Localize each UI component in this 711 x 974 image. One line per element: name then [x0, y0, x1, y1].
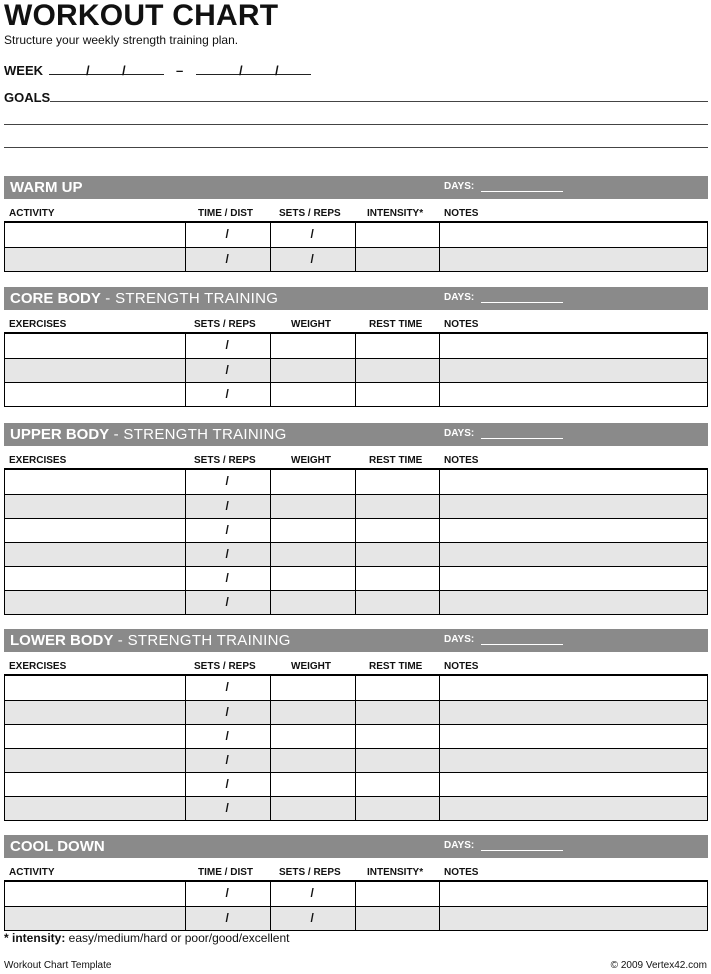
core-days-label: DAYS:	[444, 292, 475, 303]
table-cell[interactable]	[185, 773, 270, 796]
core-column-header: SETS / REPS	[194, 319, 256, 330]
upper-column-header: EXERCISES	[9, 455, 67, 466]
table-cell[interactable]	[5, 567, 185, 590]
table-cell[interactable]	[270, 359, 355, 382]
table-cell[interactable]	[355, 543, 439, 566]
table-cell[interactable]	[270, 701, 355, 724]
table-row	[5, 700, 707, 724]
table-cell[interactable]	[439, 591, 709, 614]
table-row	[5, 494, 707, 518]
cell-slash: /	[225, 252, 229, 266]
warmup-column-header: INTENSITY*	[367, 208, 424, 219]
goals-label: GOALS	[4, 90, 51, 105]
table-cell[interactable]	[270, 334, 355, 358]
table-cell[interactable]	[185, 882, 270, 906]
table-cell[interactable]	[270, 543, 355, 566]
upper-days-label: DAYS:	[444, 428, 475, 439]
intensity-footnote	[4, 931, 289, 945]
upper-title-bar	[4, 423, 708, 446]
table-cell[interactable]	[270, 567, 355, 590]
table-cell[interactable]	[270, 676, 355, 700]
table-row	[5, 247, 707, 271]
table-row	[5, 748, 707, 772]
lower-title-bar	[4, 629, 708, 652]
table-cell[interactable]	[355, 749, 439, 772]
table-cell[interactable]	[270, 223, 355, 247]
cell-slash: /	[225, 801, 229, 815]
table-cell[interactable]	[439, 882, 709, 906]
cooldown-column-header: TIME / DIST	[198, 867, 253, 878]
warmup-column-header: TIME / DIST	[198, 208, 253, 219]
table-cell[interactable]	[5, 223, 185, 247]
week-start-line[interactable]	[49, 63, 164, 75]
table-cell[interactable]	[355, 591, 439, 614]
table-cell[interactable]	[185, 470, 270, 494]
table-cell[interactable]	[270, 882, 355, 906]
table-cell[interactable]	[5, 701, 185, 724]
table-cell[interactable]	[5, 907, 185, 930]
core-table	[4, 332, 708, 407]
warmup-column-header: NOTES	[444, 208, 479, 219]
table-cell[interactable]	[355, 725, 439, 748]
table-row	[5, 724, 707, 748]
upper-column-header: REST TIME	[369, 455, 423, 466]
lower-column-header: EXERCISES	[9, 661, 67, 672]
warmup-column-header: SETS / REPS	[279, 208, 341, 219]
cooldown-title-bar	[4, 835, 708, 858]
lower-title	[10, 632, 291, 649]
table-row	[5, 590, 707, 614]
table-cell[interactable]	[185, 383, 270, 406]
cell-slash: /	[225, 338, 229, 352]
cell-slash: /	[225, 753, 229, 767]
cell-slash: /	[225, 886, 229, 900]
cooldown-column-header: INTENSITY*	[367, 867, 424, 878]
week-label: WEEK	[4, 63, 43, 78]
core-title-bold: CORE BODY	[10, 290, 101, 307]
table-cell[interactable]	[5, 725, 185, 748]
upper-column-header: NOTES	[444, 455, 479, 466]
cell-slash: /	[225, 363, 229, 377]
upper-days-field[interactable]	[481, 438, 563, 439]
core-column-header: WEIGHT	[291, 319, 331, 330]
table-cell[interactable]	[439, 676, 709, 700]
footer-copyright: © 2009 Vertex42.com	[610, 960, 707, 971]
lower-title-suffix: - STRENGTH TRAINING	[113, 632, 291, 649]
table-cell[interactable]	[355, 519, 439, 542]
table-cell[interactable]	[185, 543, 270, 566]
core-title-suffix: - STRENGTH TRAINING	[100, 290, 279, 307]
goals-line-1[interactable]	[50, 101, 708, 102]
cooldown-title-bold: COOL DOWN	[10, 838, 105, 855]
cell-slash: /	[225, 474, 229, 488]
core-days-field[interactable]	[481, 302, 563, 303]
table-row	[5, 518, 707, 542]
warmup-table	[4, 221, 708, 272]
table-cell[interactable]	[439, 495, 709, 518]
warmup-days-label: DAYS:	[444, 181, 475, 192]
core-title-bar	[4, 287, 708, 310]
cell-slash: /	[310, 911, 314, 925]
table-cell[interactable]	[270, 495, 355, 518]
cell-slash: /	[225, 547, 229, 561]
cell-slash: /	[310, 886, 314, 900]
table-cell[interactable]	[355, 383, 439, 406]
table-cell[interactable]	[5, 676, 185, 700]
table-row	[5, 382, 707, 406]
table-row	[5, 542, 707, 566]
table-row	[5, 772, 707, 796]
footnote-text: easy/medium/hard or poor/good/excellent	[65, 931, 290, 945]
table-row	[5, 906, 707, 930]
table-cell[interactable]	[439, 543, 709, 566]
table-cell[interactable]	[5, 248, 185, 271]
page-title: WORKOUT CHART	[4, 0, 279, 32]
warmup-title	[10, 179, 83, 196]
cell-slash: /	[225, 523, 229, 537]
table-cell[interactable]	[5, 519, 185, 542]
week-start-slash-1: /	[86, 63, 90, 78]
week-end-slash-2: /	[275, 63, 279, 78]
table-cell[interactable]	[355, 334, 439, 358]
table-cell[interactable]	[355, 676, 439, 700]
table-cell[interactable]	[355, 701, 439, 724]
lower-column-header: SETS / REPS	[194, 661, 256, 672]
footer-template-name: Workout Chart Template	[4, 960, 112, 971]
table-cell[interactable]	[5, 359, 185, 382]
lower-days-field[interactable]	[481, 644, 563, 645]
table-cell[interactable]	[270, 519, 355, 542]
table-cell[interactable]	[270, 907, 355, 930]
cooldown-column-header: NOTES	[444, 867, 479, 878]
table-cell[interactable]	[185, 567, 270, 590]
warmup-days-field[interactable]	[481, 191, 563, 192]
cell-slash: /	[225, 705, 229, 719]
table-cell[interactable]	[5, 383, 185, 406]
core-column-header: NOTES	[444, 319, 479, 330]
week-row	[4, 63, 324, 79]
table-cell[interactable]	[185, 907, 270, 930]
table-cell[interactable]	[270, 725, 355, 748]
table-cell[interactable]	[270, 773, 355, 796]
table-cell[interactable]	[355, 797, 439, 820]
table-cell[interactable]	[439, 359, 709, 382]
table-cell[interactable]	[439, 749, 709, 772]
table-cell[interactable]	[439, 725, 709, 748]
table-cell[interactable]	[355, 567, 439, 590]
table-cell[interactable]	[270, 470, 355, 494]
table-row	[5, 796, 707, 820]
cell-slash: /	[310, 252, 314, 266]
cooldown-table	[4, 880, 708, 931]
cell-slash: /	[225, 595, 229, 609]
table-cell[interactable]	[439, 248, 709, 271]
table-cell[interactable]	[355, 470, 439, 494]
cell-slash: /	[225, 729, 229, 743]
table-cell[interactable]	[185, 223, 270, 247]
table-cell[interactable]	[270, 797, 355, 820]
table-cell[interactable]	[439, 383, 709, 406]
table-row	[5, 470, 707, 494]
lower-column-header: REST TIME	[369, 661, 423, 672]
table-cell[interactable]	[270, 749, 355, 772]
table-cell[interactable]	[355, 359, 439, 382]
table-cell[interactable]	[439, 223, 709, 247]
table-cell[interactable]	[185, 749, 270, 772]
table-cell[interactable]	[185, 797, 270, 820]
lower-days-label: DAYS:	[444, 634, 475, 645]
table-row	[5, 882, 707, 906]
table-row	[5, 358, 707, 382]
table-cell[interactable]	[270, 591, 355, 614]
table-cell[interactable]	[5, 495, 185, 518]
table-cell[interactable]	[5, 591, 185, 614]
cell-slash: /	[225, 571, 229, 585]
cell-slash: /	[225, 387, 229, 401]
core-column-header: EXERCISES	[9, 319, 67, 330]
lower-column-header: NOTES	[444, 661, 479, 672]
footnote-label: * intensity:	[4, 931, 66, 945]
cooldown-days-label: DAYS:	[444, 840, 475, 851]
table-cell[interactable]	[439, 773, 709, 796]
table-cell[interactable]	[355, 223, 439, 247]
warmup-title-bold: WARM UP	[10, 179, 83, 196]
table-cell[interactable]	[270, 248, 355, 271]
table-cell[interactable]	[439, 334, 709, 358]
table-cell[interactable]	[439, 907, 709, 930]
table-cell[interactable]	[439, 567, 709, 590]
upper-title-bold: UPPER BODY	[10, 426, 110, 443]
table-cell[interactable]	[185, 495, 270, 518]
lower-column-header: WEIGHT	[291, 661, 331, 672]
table-cell[interactable]	[5, 543, 185, 566]
table-row	[5, 676, 707, 700]
upper-title	[10, 426, 287, 443]
upper-table	[4, 468, 708, 615]
table-cell[interactable]	[185, 359, 270, 382]
goals-line-2[interactable]	[4, 124, 708, 125]
table-cell[interactable]	[5, 882, 185, 906]
table-cell[interactable]	[355, 773, 439, 796]
week-start-slash-2: /	[122, 63, 126, 78]
cell-slash: /	[310, 227, 314, 241]
table-cell[interactable]	[355, 248, 439, 271]
page-subtitle: Structure your weekly strength training plan.	[4, 33, 239, 47]
table-cell[interactable]	[185, 519, 270, 542]
core-title	[10, 290, 278, 307]
week-end-line[interactable]	[196, 63, 311, 75]
table-cell[interactable]	[185, 725, 270, 748]
table-cell[interactable]	[185, 248, 270, 271]
table-cell[interactable]	[5, 470, 185, 494]
warmup-title-bar	[4, 176, 708, 199]
table-cell[interactable]	[439, 519, 709, 542]
lower-table	[4, 674, 708, 821]
table-cell[interactable]	[439, 797, 709, 820]
cell-slash: /	[225, 499, 229, 513]
cooldown-days-field[interactable]	[481, 850, 563, 851]
cell-slash: /	[225, 680, 229, 694]
warmup-column-header: ACTIVITY	[9, 208, 55, 219]
table-row	[5, 223, 707, 247]
table-cell[interactable]	[5, 773, 185, 796]
upper-title-suffix: - STRENGTH TRAINING	[109, 426, 287, 443]
table-cell[interactable]	[270, 383, 355, 406]
table-cell[interactable]	[355, 907, 439, 930]
table-cell[interactable]	[185, 676, 270, 700]
table-cell[interactable]	[185, 701, 270, 724]
table-cell[interactable]	[355, 882, 439, 906]
cooldown-title	[10, 838, 105, 855]
table-row	[5, 334, 707, 358]
table-cell[interactable]	[5, 797, 185, 820]
table-cell[interactable]	[5, 334, 185, 358]
table-cell[interactable]	[5, 749, 185, 772]
cooldown-column-header: ACTIVITY	[9, 867, 55, 878]
goals-line-3[interactable]	[4, 147, 708, 148]
upper-column-header: SETS / REPS	[194, 455, 256, 466]
table-cell[interactable]	[355, 495, 439, 518]
upper-column-header: WEIGHT	[291, 455, 331, 466]
cell-slash: /	[225, 911, 229, 925]
table-cell[interactable]	[439, 470, 709, 494]
table-cell[interactable]	[439, 701, 709, 724]
cell-slash: /	[225, 227, 229, 241]
table-row	[5, 566, 707, 590]
cell-slash: /	[225, 777, 229, 791]
cooldown-column-header: SETS / REPS	[279, 867, 341, 878]
week-end-slash-1: /	[239, 63, 243, 78]
week-dash: –	[176, 63, 184, 78]
table-cell[interactable]	[185, 591, 270, 614]
lower-title-bold: LOWER BODY	[10, 632, 114, 649]
core-column-header: REST TIME	[369, 319, 423, 330]
table-cell[interactable]	[185, 334, 270, 358]
